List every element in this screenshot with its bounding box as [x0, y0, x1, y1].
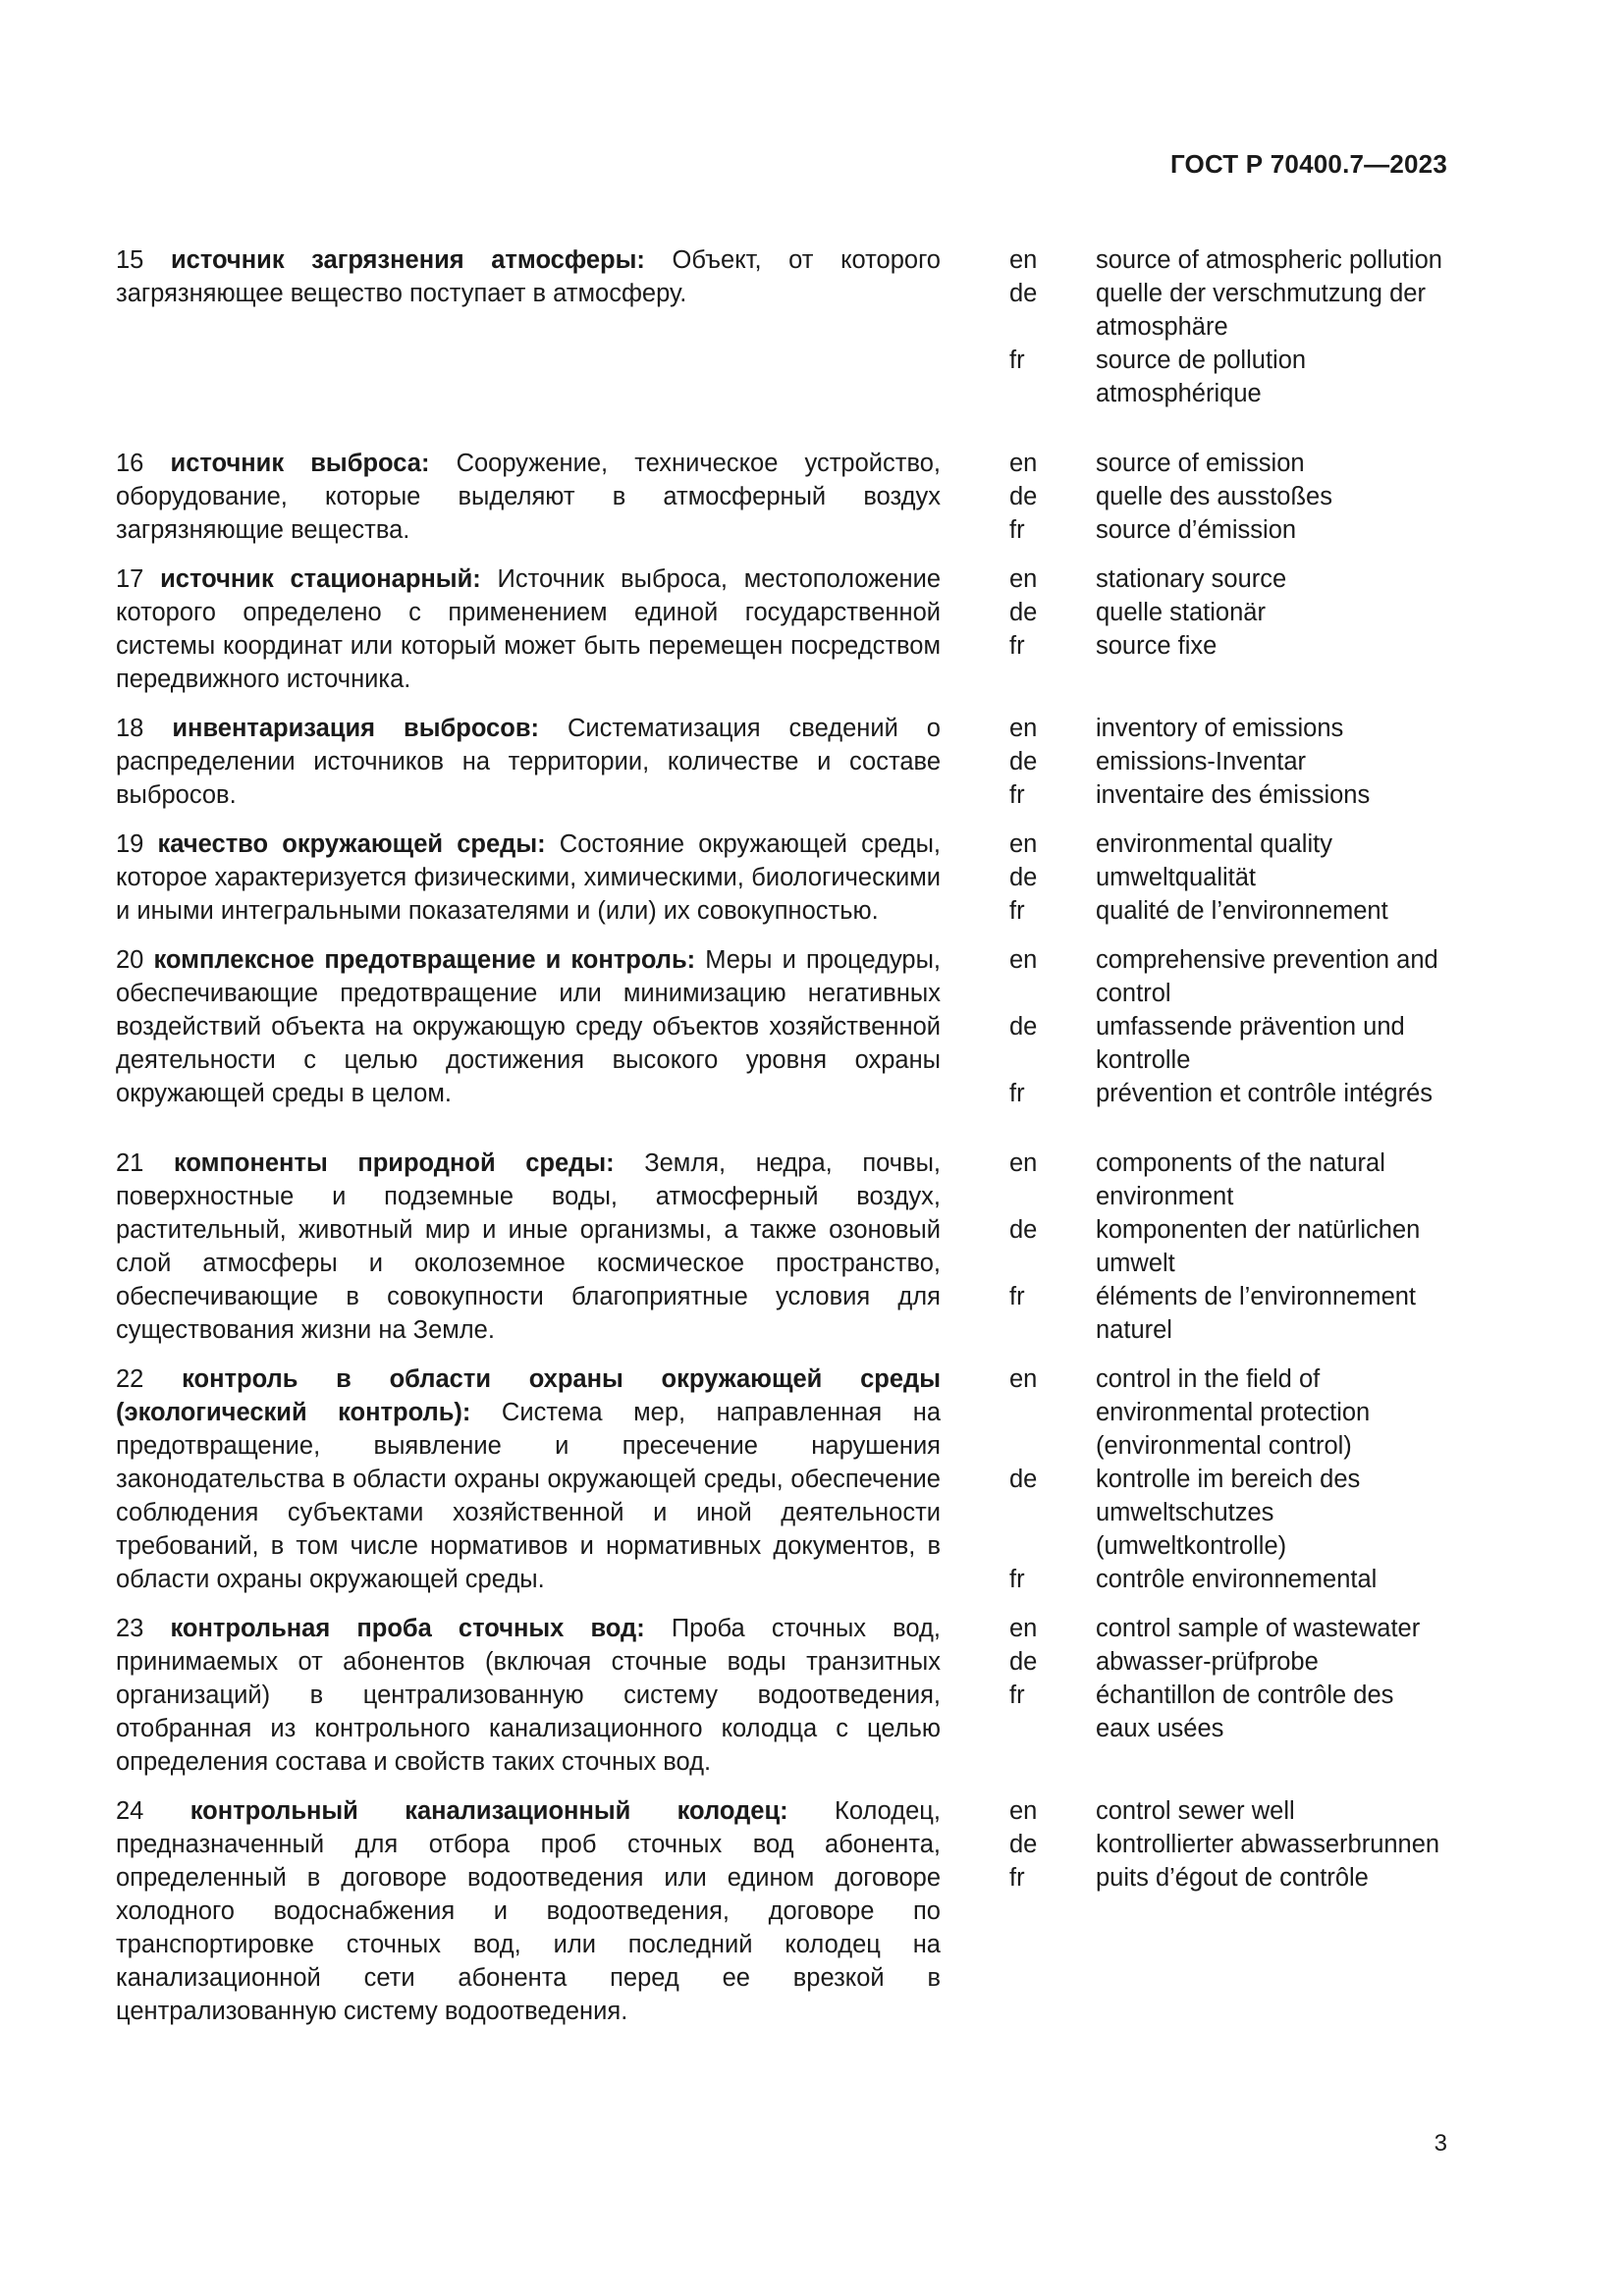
term-definition [116, 1147, 941, 1347]
lang-code: en [1009, 946, 1038, 974]
lang-code: de [1009, 1466, 1038, 1493]
translated-term: control sewer well [1096, 1797, 1295, 1825]
lang-code: fr [1009, 897, 1025, 925]
lang-code: en [1009, 1797, 1038, 1825]
term-number: 17 [116, 565, 144, 593]
translated-term: source d’émission [1096, 516, 1297, 544]
lang-code: fr [1009, 781, 1025, 809]
term-number: 21 [116, 1149, 144, 1177]
translated-term: qualité de l’environnement [1096, 897, 1388, 925]
lang-code: de [1009, 748, 1038, 775]
term-number: 24 [116, 1797, 144, 1825]
term-entry-21 [116, 1147, 1449, 1347]
translation-de [1009, 1010, 1449, 1077]
translated-term: emissions-Inventar [1096, 748, 1306, 775]
translations [1009, 562, 1449, 663]
term-definition [116, 243, 941, 310]
lang-code: en [1009, 830, 1038, 858]
lang-code: de [1009, 483, 1038, 510]
term-title: источник выброса: [170, 450, 430, 477]
lang-code: en [1009, 715, 1038, 742]
term-title: комплексное предотвращение и контроль: [153, 946, 696, 974]
term-definition [116, 712, 941, 812]
lang-code: fr [1009, 1864, 1025, 1892]
term-title: контроль в области охраны окружающей среды (экологический контроль): [116, 1365, 941, 1426]
lang-code: de [1009, 1216, 1038, 1244]
translated-term: source fixe [1096, 632, 1218, 660]
lang-code: en [1009, 450, 1038, 477]
term-definition [116, 943, 941, 1110]
definition-text: Меры и процедуры, обеспечивающие предотвращение или минимизацию негативных воздействий объекта на окружающую среду объектов хозяйственной деятельности с целью достижения высокого уровня охраны окружающей среды в целом. [116, 946, 942, 1107]
translation-en [1009, 447, 1449, 480]
term-entry-16 [116, 447, 1449, 547]
lang-code: en [1009, 1615, 1038, 1642]
translated-term: umweltqualität [1096, 864, 1256, 891]
translation-en [1009, 1794, 1449, 1828]
translated-term: source of emission [1096, 450, 1305, 477]
translated-term: échantillon de contrôle des eaux usées [1096, 1682, 1394, 1742]
term-title: качество окружающей среды: [157, 830, 546, 858]
definition-text: Земля, недра, почвы, поверхностные и подземные воды, атмосферный воздух, растительный, животный мир и иные организмы, а также озоновый слой атмосферы и околоземное космическое пространство, обеспечивающие в совокупности благоприятные условия для существования жизни на Земле. [116, 1149, 941, 1344]
lang-code: fr [1009, 632, 1025, 660]
translations [1009, 943, 1449, 1110]
definition-text: Систематизация сведений о распределении источников на территории, количестве и составе выбросов. [116, 715, 941, 809]
lang-code: de [1009, 280, 1038, 307]
definition-text: Сооружение, техническое устройство, оборудование, которые выделяют в атмосферный воздух загрязняющие вещества. [116, 450, 941, 544]
translations [1009, 1362, 1449, 1596]
lang-code: de [1009, 864, 1038, 891]
term-definition [116, 1794, 941, 2028]
translation-fr [1009, 894, 1449, 928]
translated-term: source de pollution atmosphérique [1096, 347, 1307, 407]
term-number: 19 [116, 830, 144, 858]
translated-term: prévention et contrôle intégrés [1096, 1080, 1434, 1107]
page-number: 3 [1434, 2130, 1447, 2157]
translation-de [1009, 1463, 1449, 1563]
lang-code: de [1009, 599, 1038, 626]
translated-term: control in the field of environmental protection (environmental control) [1096, 1365, 1371, 1460]
lang-code: de [1009, 1013, 1038, 1041]
definition-text: Источник выброса, местоположение которого определено с применением единой государственной системы координат или который может быть перемещен посредством передвижного источника. [116, 565, 941, 693]
translation-fr [1009, 1679, 1449, 1745]
term-definition [116, 1612, 941, 1779]
document-code-header: ГОСТ Р 70400.7—2023 [1169, 149, 1447, 179]
translation-en [1009, 712, 1449, 745]
translation-de [1009, 861, 1449, 894]
term-list [116, 243, 1449, 2028]
translation-de [1009, 1213, 1449, 1280]
term-title: инвентаризация выбросов: [172, 715, 539, 742]
translation-en [1009, 943, 1449, 1010]
translation-fr [1009, 1861, 1449, 1895]
translated-term: inventaire des émissions [1096, 781, 1371, 809]
translation-de [1009, 277, 1449, 344]
translation-de [1009, 596, 1449, 629]
lang-code: en [1009, 565, 1038, 593]
translated-term: kontrollierter abwasserbrunnen [1096, 1831, 1440, 1858]
translations [1009, 712, 1449, 812]
translated-term: quelle des ausstoßes [1096, 483, 1332, 510]
translated-term: contrôle environnemental [1096, 1566, 1378, 1593]
translation-fr [1009, 1280, 1449, 1347]
translated-term: inventory of emissions [1096, 715, 1344, 742]
translations [1009, 1147, 1449, 1347]
term-number: 20 [116, 946, 144, 974]
translation-de [1009, 1645, 1449, 1679]
translated-term: umfassende prävention und kontrolle [1096, 1013, 1405, 1074]
translated-term: environmental quality [1096, 830, 1332, 858]
translation-fr [1009, 1077, 1449, 1110]
translation-en [1009, 1612, 1449, 1645]
term-entry-17 [116, 562, 1449, 696]
lang-code: fr [1009, 1566, 1025, 1593]
translated-term: source of atmospheric pollution [1096, 246, 1442, 274]
term-number: 16 [116, 450, 144, 477]
term-number: 22 [116, 1365, 144, 1393]
translation-en [1009, 828, 1449, 861]
lang-code: fr [1009, 1080, 1025, 1107]
translation-de [1009, 480, 1449, 513]
translated-term: stationary source [1096, 565, 1287, 593]
translation-fr [1009, 778, 1449, 812]
definition-text: Система мер, направленная на предотвращение, выявление и пресечение нарушения законодательства в области охраны окружающей среды, обеспечение соблюдения субъектами хозяйственной и иной деятельности требований, в том числе нормативов и нормативных документов, в области охраны окружающей среды. [116, 1399, 941, 1593]
translated-term: kontrolle im bereich des umweltschutzes (umweltkontrolle) [1096, 1466, 1361, 1560]
translation-fr [1009, 629, 1449, 663]
definition-text: Проба сточных вод, принимаемых от абонентов (включая сточные воды транзитных организаций) в централизованную систему водоотведения, отобранная из контрольного канализационного колодца с целью определения состава и свойств таких сточных вод. [116, 1615, 941, 1776]
lang-code: en [1009, 1149, 1038, 1177]
translated-term: quelle der verschmutzung der atmosphäre [1096, 280, 1426, 341]
term-number: 18 [116, 715, 144, 742]
translation-en [1009, 562, 1449, 596]
term-definition [116, 1362, 941, 1596]
lang-code: de [1009, 1831, 1038, 1858]
translated-term: abwasser-prüfprobe [1096, 1648, 1319, 1676]
lang-code: fr [1009, 1682, 1025, 1709]
translation-fr [1009, 513, 1449, 547]
lang-code: en [1009, 246, 1038, 274]
term-number: 15 [116, 246, 144, 274]
definition-text: Состояние окружающей среды, которое характеризуется физическими, химическими, биологическими и иными интегральными показателями и (или) их совокупностью. [116, 830, 941, 925]
lang-code: fr [1009, 347, 1025, 374]
term-definition [116, 447, 941, 547]
term-entry-23 [116, 1612, 1449, 1779]
translation-de [1009, 745, 1449, 778]
lang-code: fr [1009, 1283, 1025, 1310]
translated-term: comprehensive prevention and control [1096, 946, 1438, 1007]
translation-fr [1009, 1563, 1449, 1596]
term-entry-15 [116, 243, 1449, 410]
translation-fr [1009, 344, 1449, 410]
translated-term: control sample of wastewater [1096, 1615, 1421, 1642]
translated-term: quelle stationär [1096, 599, 1266, 626]
translations [1009, 447, 1449, 547]
translated-term: éléments de l’environnement naturel [1096, 1283, 1417, 1344]
term-title: контрольный канализационный колодец: [189, 1797, 788, 1825]
term-title: источник стационарный: [160, 565, 481, 593]
translated-term: components of the natural environment [1096, 1149, 1385, 1210]
translations [1009, 1794, 1449, 1895]
term-definition [116, 828, 941, 928]
term-definition [116, 562, 941, 696]
lang-code: fr [1009, 516, 1025, 544]
term-entry-22 [116, 1362, 1449, 1596]
term-entry-19 [116, 828, 1449, 928]
translated-term: puits d’égout de contrôle [1096, 1864, 1369, 1892]
term-entry-24 [116, 1794, 1449, 2028]
definition-text: Объект, от которого загрязняющее вещество поступает в атмосферу. [116, 246, 941, 307]
translation-en [1009, 1147, 1449, 1213]
term-title: контрольная проба сточных вод: [170, 1615, 645, 1642]
definition-text: Колодец, предназначенный для отбора проб сточных вод абонента, определенный в договоре водоотведения или едином договоре холодного водоснабжения и водоотведения, договоре по транспортировке сточных вод, или последний колодец на канализационной сети абонента перед ее врезкой в централизованную систему водоотведения. [116, 1797, 941, 2025]
translated-term: komponenten der natürlichen umwelt [1096, 1216, 1421, 1277]
term-entry-20 [116, 943, 1449, 1110]
term-title: источник загрязнения атмосферы: [170, 246, 645, 274]
translations [1009, 1612, 1449, 1745]
translations [1009, 828, 1449, 928]
lang-code: en [1009, 1365, 1038, 1393]
term-entry-18 [116, 712, 1449, 812]
term-number: 23 [116, 1615, 144, 1642]
lang-code: de [1009, 1648, 1038, 1676]
term-title: компоненты природной среды: [173, 1149, 615, 1177]
translation-en [1009, 243, 1449, 277]
translations [1009, 243, 1449, 410]
translation-de [1009, 1828, 1449, 1861]
translation-en [1009, 1362, 1449, 1463]
